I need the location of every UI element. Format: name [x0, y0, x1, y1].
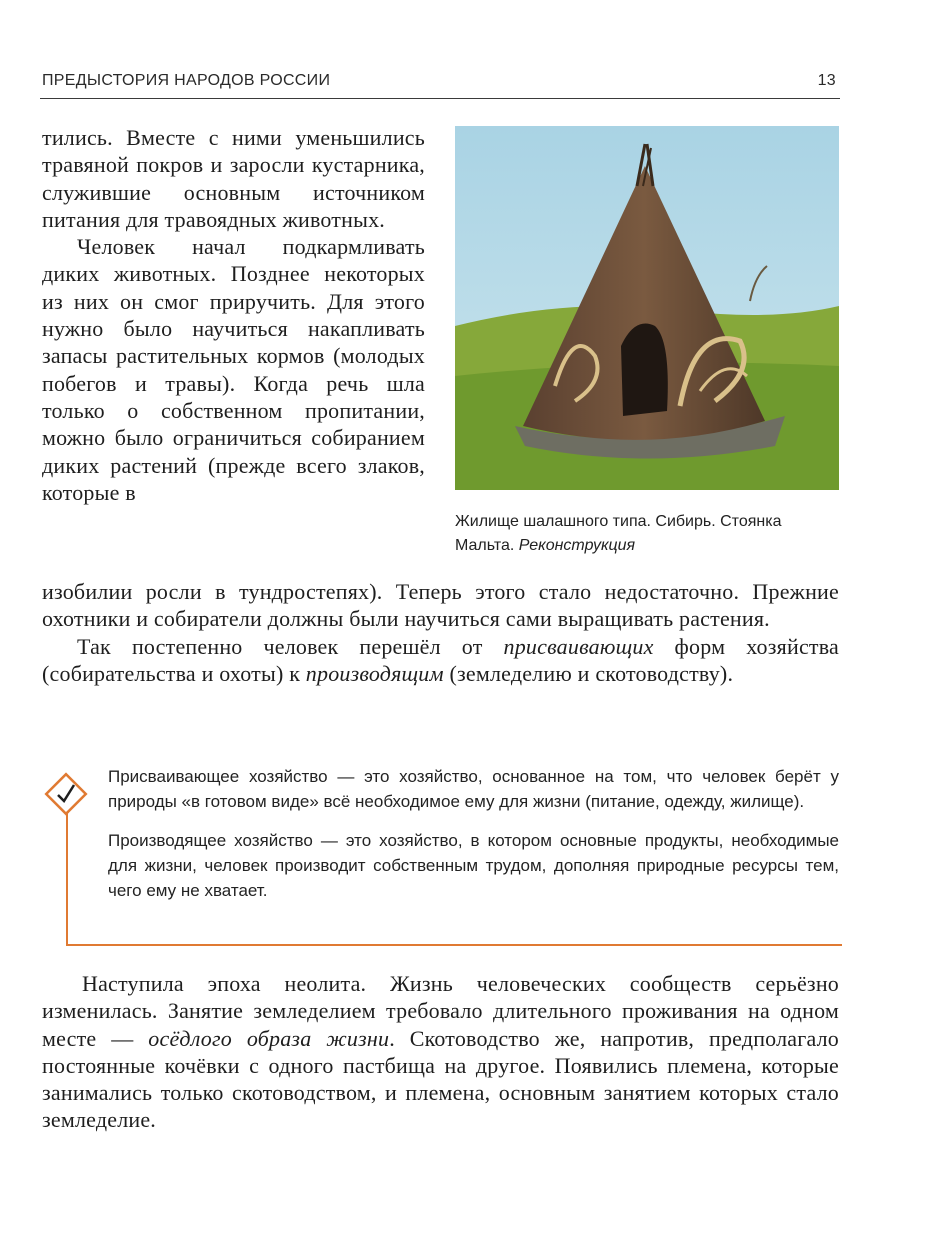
paragraph-1: тились. Вместе с ними уменьшились травяной покров и заросли кустарника, служившие основным источником питания для травоядных животных. — [42, 125, 425, 232]
definitions — [108, 764, 839, 917]
neolithic-part-a: Наступила эпоха неолита. Жизнь человеческих сообществ серьёзно изменилась. Занятие земледелием требовало длительного проживания на одном месте — — [42, 971, 839, 1051]
p3-part-a: Так постепенно человек перешёл от — [77, 633, 504, 659]
paragraph-3 — [42, 633, 839, 688]
caption-italic: Реконструкция — [518, 537, 636, 554]
column-text — [42, 124, 425, 506]
hut-entrance — [621, 324, 668, 417]
definition-producing: Производящее хозяйство — это хозяйство, в котором основные продукты, необходимые для жизни, человек производит собственным трудом, дополняя природные ресурсы тем, чего ему не хватает. — [108, 831, 839, 900]
neolithic-emphasis: осёдлого образа жизни — [148, 1025, 390, 1051]
header-rule — [40, 98, 840, 99]
checkmark-diamond-icon — [44, 772, 88, 816]
caption-text: Жилище шалашного типа. Сибирь. Стоянка Мальта. — [455, 513, 782, 554]
bottom-paragraph — [42, 970, 839, 1134]
p3-emphasis-producing: производящим — [305, 660, 444, 686]
definition-appropriating: Присваивающее хозяйство — это хозяйство, основанное на том, что человек берёт у природы «в готовом виде» всё необходимое ему для жизни (питание, одежду, жилище). — [108, 767, 839, 811]
paragraph-2: Человек начал подкармливать диких животных. Позднее некоторых из них он смог приручить. Для этого нужно было научиться накапливать запасы растительных кормов (молодых побегов и травы). Когда речь шла только о собственном пропитании, можно было ограничиться собиранием диких растений (прежде всего злаков, которые в — [42, 234, 425, 505]
hut-illustration — [455, 126, 839, 490]
running-header — [42, 72, 838, 90]
paragraph-neolithic — [42, 970, 839, 1134]
p3-part-b: форм хозяйства (собирательства и охоты) к — [42, 633, 839, 686]
paragraph-2-continued: изобилии росли в тундростепях). Теперь этого стало недостаточно. Прежние охотники и собиратели должны были научиться сами выращивать растения. — [42, 579, 839, 632]
full-width-text — [42, 578, 839, 687]
p3-part-c: (земледелию и скотоводству). — [443, 660, 734, 686]
header-title: ПРЕДЫСТОРИЯ НАРОДОВ РОССИИ — [42, 72, 331, 89]
page-number: 13 — [817, 72, 836, 89]
p3-emphasis-appropriating: присваивающих — [503, 633, 654, 659]
dwelling-photo — [455, 126, 839, 490]
photo-caption — [455, 510, 839, 558]
neolithic-part-b: . Скотоводство же, напротив, предполагало постоянные кочёвки с одного пастбища на другое. Появились племена, которые занимались только скотоводством, и племена, основным занятием которых стало земледелие. — [42, 1025, 839, 1133]
